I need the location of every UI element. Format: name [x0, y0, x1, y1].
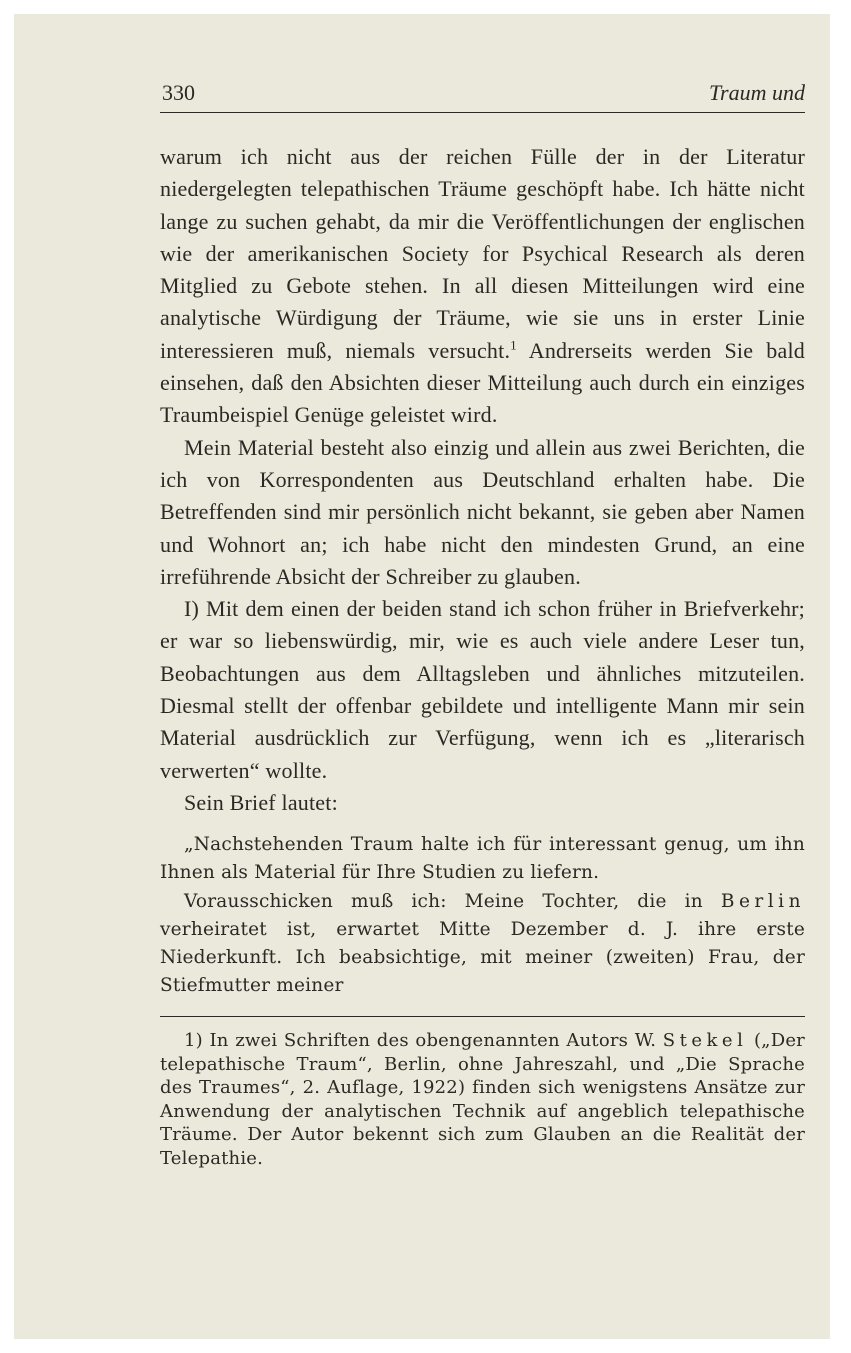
footnote-author: Stekel	[662, 1030, 748, 1052]
page-content	[160, 76, 805, 1170]
paragraph-4: Sein Brief lautet:	[184, 789, 338, 815]
quote-paragraph-2-end: verheiratet ist, erwartet Mitte Dezember d. J. ihre erste Niederkunft. Ich beabsichtige, mit meiner (zweiten) Frau, der Stiefmutter meiner	[160, 918, 805, 997]
quote-paragraph-2-start: Vorausschicken muß ich: Meine Tochter, die in	[184, 890, 721, 912]
letter-quote	[160, 831, 805, 1000]
city-name: Berlin	[720, 890, 805, 912]
paragraph-1	[160, 141, 805, 432]
paragraph-2: Mein Material besteht also einzig und allein aus zwei Berichten, die ich von Korrespondenten aus Deutschland erhalten habe. Die Betreffenden sind mir persönlich nicht bekannt, sie geben aber Namen und Wohnort an; ich habe nicht den mindesten Grund, an eine irreführende Absicht der Schreiber zu glauben.	[160, 434, 805, 589]
running-head	[160, 76, 805, 113]
main-text	[160, 141, 805, 819]
paragraph-3: I) Mit dem einen der beiden stand ich schon früher in Briefverkehr; er war so liebenswürdig, mir, wie es auch viele andere Leser tun, Beobachtungen aus dem Alltagsleben und ähnliches mitzuteilen. Diesmal stellt der offenbar gebildete und intelligente Mann mir sein Material ausdrücklich zur Verfügung, wenn ich es „literarisch verwerten“ wollte.	[160, 596, 805, 783]
running-title: Traum und	[709, 80, 805, 105]
footnote-text-start: 1) In zwei Schriften des obengenannten Autors W.	[184, 1030, 663, 1052]
paragraph-1-continuation: Andrerseits werden Sie bald einsehen, daß den Absichten dieser Mitteilung auch durch ein einziges Traumbeispiel Genüge geleistet wird.	[160, 337, 805, 428]
page-number: 330	[162, 80, 195, 105]
book-page	[14, 14, 830, 1339]
footnote-text	[160, 1029, 805, 1170]
footnote	[160, 1029, 805, 1170]
footnote-reference: 1	[510, 337, 517, 353]
footnote-text-end: („Der telepathische Traum“, Berlin, ohne Jahreszahl, und „Die Sprache des Traumes“, 2. Auflage, 1922) finden sich wenigstens Ansätze zur Anwendung der analytischen Technik auf angeblich telepathische Träume. Der Autor bekennt sich zum Glauben an die Realität der Telepathie.	[160, 1030, 805, 1169]
quote-paragraph-2	[160, 888, 805, 1001]
paragraph-1-text: warum ich nicht aus der reichen Fülle der in der Literatur niedergelegten telepathischen Träume geschöpft habe. Ich hätte nicht lange zu suchen gehabt, da mir die Veröffentlichungen der englischen wie der amerikanischen Society for Psychical Research als deren Mitglied zu Gebote stehen. In all diesen Mitteilungen wird eine analytische Würdigung der Träume, wie sie uns in erster Linie interessieren muß, niemals versucht.	[160, 144, 805, 363]
quote-paragraph-1: „Nachstehenden Traum halte ich für interessant genug, um ihn Ihnen als Material für Ihre Studien zu liefern.	[160, 834, 805, 884]
footnote-divider	[160, 1016, 805, 1017]
